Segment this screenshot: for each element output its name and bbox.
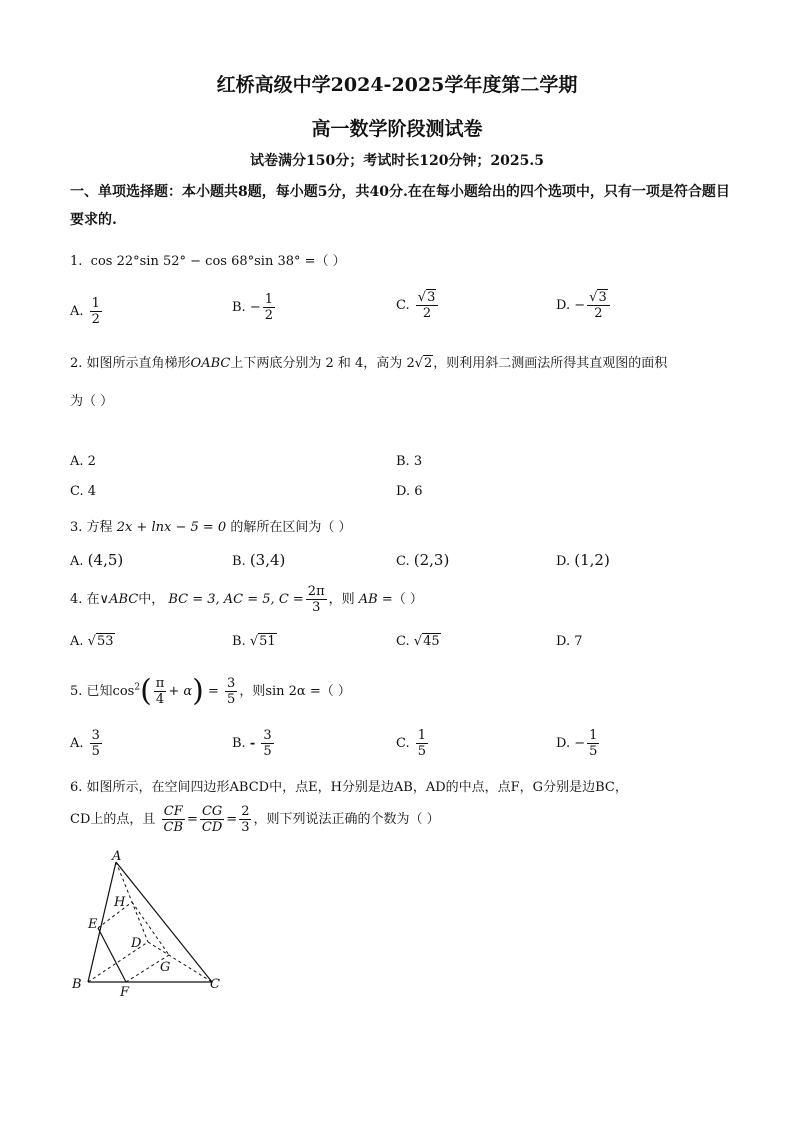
question-4-stem: 4. 在∨ABC中， BC = 3, AC = 5, C = $\frac{2\pi}{3}$ ，则 AB =（ ） — [70, 584, 423, 615]
fraction: $\frac{√3}{2}$ — [587, 290, 610, 321]
q3-option-b[interactable]: B. (3,4) — [232, 551, 286, 569]
q5-option-a[interactable]: A. $\frac{3}{5}$ — [70, 728, 100, 759]
q4-option-b[interactable]: B. √51 — [232, 634, 276, 649]
option-label: D. — [556, 298, 571, 313]
question-3-stem: 3. 方程 2x + lnx − 5 = 0 的解所在区间为（ ） — [70, 520, 352, 535]
option-label: C. — [396, 298, 410, 313]
q2-option-b[interactable]: B. 3 — [396, 454, 423, 469]
q4-option-c[interactable]: C. √45 — [396, 634, 440, 649]
q5-option-d[interactable]: D. − $\frac{1}{5}$ — [556, 728, 598, 759]
q3-option-c[interactable]: C. (2,3) — [396, 551, 450, 569]
sign: − — [249, 300, 261, 315]
label-a: A — [112, 849, 122, 864]
q1-option-a[interactable] — [70, 296, 104, 327]
question-2-stem: 2. 如图所示直角梯形OABC上下两底分别为 2 和 4，高为 2√2，则利用斜二测画法所得其直观图的面积 — [70, 356, 668, 371]
q5-option-b[interactable]: B. - $\frac{3}{5}$ — [232, 728, 272, 759]
question-6-stem-cont: CD上的点，且 $\frac{CF}{CB}$ = $\frac{CG}{CD}$ = $\frac{2}{3}$ ，则下列说法正确的个数为（ ） — [70, 804, 440, 835]
q5-option-c[interactable]: C. $\frac{1}{5}$ — [396, 728, 427, 759]
q1-option-c[interactable] — [396, 290, 440, 321]
q3-option-a[interactable]: A. (4,5) — [70, 551, 124, 569]
label-b: B — [72, 977, 82, 992]
label-h: H — [114, 895, 126, 910]
question-6-stem: 6. 如图所示，在空间四边形ABCD中，点E，H分别是边AB，AD的中点，点F，G分别是边BC， — [70, 780, 628, 795]
fraction: $\frac{1}{2}$ — [91, 296, 100, 327]
question-number: 1. — [70, 254, 83, 269]
edge-ef — [98, 928, 126, 982]
q2-option-c[interactable]: C. 4 — [70, 484, 97, 499]
q4-option-d[interactable]: D. 7 — [556, 634, 583, 649]
q1-option-b[interactable] — [232, 292, 277, 323]
question-1-stem — [70, 250, 346, 269]
label-d: D — [131, 936, 142, 951]
option-label: B. — [232, 300, 246, 315]
q3-option-d[interactable]: D. (1,2) — [556, 551, 610, 569]
fraction: $\frac{√3}{2}$ — [416, 290, 439, 321]
label-c: C — [210, 977, 220, 992]
question-2-stem-cont: 为（ ） — [70, 394, 114, 409]
q2-option-a[interactable]: A. 2 — [70, 454, 96, 469]
question-5-stem: 5. 已知$\cos^2$( $\frac{\pi}{4}$ + α) = $\frac{3}{5}$ ，则sin 2α =（ ） — [70, 673, 351, 709]
q2-option-d[interactable]: D. 6 — [396, 484, 423, 499]
exam-subtitle: 高一数学阶段测试卷 — [311, 118, 483, 140]
sign: − — [574, 298, 586, 313]
option-label: A. — [70, 304, 84, 319]
question-text: cos 22°sin 52° − cos 68°sin 38° =（ ） — [90, 254, 346, 269]
exam-title: 红桥高级中学2024-2025学年度第二学期 — [216, 74, 578, 96]
exam-info: 试卷满分150分；考试时长120分钟；2025.5 — [249, 153, 545, 169]
q1-option-d[interactable] — [556, 290, 612, 321]
label-e: E — [88, 917, 98, 932]
q4-option-a[interactable]: A. √53 — [70, 634, 114, 649]
label-f: F — [120, 985, 130, 1000]
section-heading: 一、单项选择题：本小题共8题，每小题5分，共40分.在在每小题给出的四个选项中，只有一项是符合题目要求的. — [70, 184, 730, 228]
label-g: G — [160, 960, 171, 975]
tetrahedron-figure — [68, 848, 228, 1000]
fraction: $\frac{1}{2}$ — [264, 292, 274, 323]
